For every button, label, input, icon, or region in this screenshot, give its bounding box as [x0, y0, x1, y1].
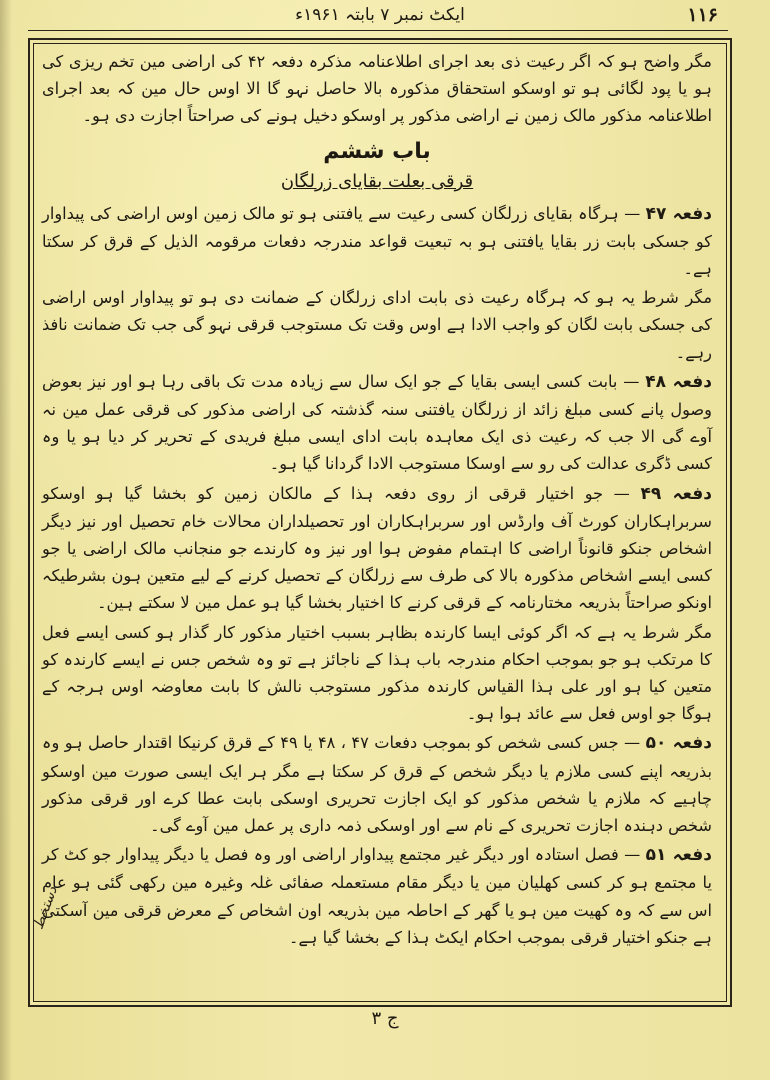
section-text: جس کسی شخص کو بموجب دفعات ۴۷ ، ۴۸ یا ۴۹ کے قرق کرنیکا اقتدار حاصل ہو وہ بذریعہ اپنے کسی ملازم یا دیگر شخص کے قرق کر سکتا ہے مگر ہر ایک ایسی صورت مین اوسکو چاہیے کہ ملازم یا شخص مذکور کو ایک اجازت تحریری اوسکی بابت عطا کرے اور قرقی مذکور شخص دہندہ اجازت تحریری کے نام سے اور اوسکی ذمہ داری پر عمل مین آوے گی۔: [42, 733, 712, 836]
section-48: دفعہ ۴۸ — بابت کسی ایسی بقایا کے جو ایک سال سے زیادہ مدت تک باقی رہا ہو اور نیز بعوض وصول پانے کسی مبلغ زائد از زرلگان یافتنی سنہ گذشتہ کی اراضی مذکور کی قرقی عمل مین نہ آوے گی الا جب کہ رعیت ذی ایک معاہدہ بابت ادای ایسی مبلغ فریدی کے تحریر کر دیا ہو یا وہ کسی ڈگری عدالت کی رو سے اوسکا مستوجب الادا گردانا گیا ہو۔: [42, 371, 712, 474]
section-text: جو اختیار قرقی از روی دفعہ ہذا کے مالکان زمین کو بخشا گیا ہو اوسکو سربراہکاران کورٹ آف وارڈس اور سربراہکاران اور تحصیلداران محالات خام تحصیل اور نیز دیگر اشخاص جنکو قانوناً اراضی کا اہتمام مفوض ہوا اور نیز وہ کارندے جو منجانب مالک اراضی یا جو کسی ایسے اشخاص مذکورہ بالا کی طرف سے زرلگان کے تحصیل کرنے کے لیے متعین ہون بشرطیکہ اونکو صراحتاً بذریعہ مختارنامہ کے قرقی کرنے کا اختیار بخشا گیا ہو عمل مین لا سکتے ہین۔: [42, 483, 712, 613]
section-label: دفعہ ۵۰: [645, 733, 712, 754]
chapter-subtitle: قرقی بعلت بقایای زرلگان: [280, 170, 474, 192]
section-label: دفعہ ۵۱: [645, 845, 712, 866]
section-text: مگر شرط یہ ہے کہ اگر کوئی ایسا کارندہ بظاہر بسبب اختیار مذکور کار گذار ہو کسی ایسے فعل کا مرتکب ہو جو بموجب احکام مندرجہ باب ہذا کے ناجائز ہے تو وہ شخص جس نے ایسے کارندہ کو متعین کیا ہو اور علی ہذا القیاس کارندہ مذکور مستوجب نالش کا بابت معاوضہ اوس ہرجہ کے ہوگا جو اوس فعل سے عائد ہوا ہو۔: [42, 622, 712, 724]
section-label: دفعہ ۴۹: [640, 483, 712, 504]
section-49-proviso: [42, 619, 712, 728]
section-47: دفعہ ۴۷ — ہرگاہ بقایای زرلگان کسی رعیت سے یافتنی ہو تو مالک زمین اوس اراضی کی پیداوار کو جسکی بابت زر بقایا یافتنی ہو بہ تبعیت قواعد مندرجہ دفعات مرقومہ الذیل کے قرق کر سکتا ہے۔: [42, 203, 712, 279]
section-text: مگر شرط یہ ہو کہ ہرگاہ رعیت ذی بابت ادای زرلگان کے ضمانت دی ہو تو پیداوار اوس اراضی کی جسکی بابت لگان کو واجب الادا ہے اوس وقت تک مستوجب قرقی نہو گی جب تک ضمانت نافذ رہے۔: [42, 288, 712, 362]
binding-shadow: [0, 0, 12, 1080]
section-49: دفعہ ۴۹ — جو اختیار قرقی از روی دفعہ ہذا کے مالکان زمین کو بخشا گیا ہو اوسکو سربراہکاران کورٹ آف وارڈس اور سربراہکاران اور تحصیلداران محالات خام تحصیل اور نیز دیگر اشخاص جنکو قانوناً اراضی کا اہتمام مفوض ہوا اور نیز وہ کارندے جو منجانب مالک اراضی یا جو کسی ایسے اشخاص مذکورہ بالا کی طرف سے زرلگان کے تحصیل کرنے کے لیے متعین ہون بشرطیکہ اونکو صراحتاً بذریعہ مختارنامہ کے قرقی کرنے کا اختیار بخشا گیا ہو عمل مین لا سکتے ہین۔: [42, 483, 712, 613]
section-text: فصل استادہ اور دیگر غیر مجتمع پیداوار اراضی اور وہ فصل یا دیگر پیداوار جو کٹ کر یا مجتمع ہو کر کسی کھلیان مین یا دیگر مقام مستعملہ صفائی غلہ وغیرہ مین رکھی گئی ہو عام اس سے کہ وہ کھیت مین ہو یا گھر کے احاطہ مین بذریعہ اون اشخاص کے معرض قرقی مین آسکتی ہے جنکو اختیار قرقی بموجب احکام ایکٹ ہذا کے بخشا گیا ہے۔: [42, 845, 712, 947]
section-51: دفعہ ۵۱ — فصل استادہ اور دیگر غیر مجتمع پیداوار اراضی اور وہ فصل یا دیگر پیداوار جو کٹ کر یا مجتمع ہو کر کسی کھلیان مین یا دیگر مقام مستعملہ صفائی غلہ وغیرہ مین رکھی گئی ہو عام اس سے کہ وہ کھیت مین ہو یا گھر کے احاطہ مین بذریعہ اون اشخاص کے معرض قرقی مین آسکتی ہے جنکو اختیار قرقی بموجب احکام ایکٹ ہذا کے بخشا گیا ہے۔: [42, 845, 712, 947]
section-label: دفعہ ۴۷: [645, 203, 712, 224]
running-head: ایکٹ نمبر ۷ بابتہ ۱۹۶۱ء: [295, 5, 465, 25]
section-text: ہرگاہ بقایای زرلگان کسی رعیت سے یافتنی ہو تو مالک زمین اوس اراضی کی پیداوار کو جسکی بابت زر بقایا یافتنی ہو بہ تبعیت قواعد مندرجہ دفعات مرقومہ الذیل کے قرق کر سکتا ہے۔: [42, 203, 712, 279]
section-text: بابت کسی ایسی بقایا کے جو ایک سال سے زیادہ مدت تک باقی رہا ہو اور نیز بعوض وصول پانے کسی مبلغ زائد از زرلگان یافتنی سنہ گذشتہ کی اراضی مذکور کی قرقی عمل مین نہ آوے گی الا جب کہ رعیت ذی ایک معاہدہ بابت ادای ایسی مبلغ فریدی کے تحریر کر دیا ہو یا وہ کسی ڈگری عدالت کی رو سے اوسکا مستوجب الادا گردانا گیا ہو۔: [42, 371, 712, 474]
handwritten-signature: دستخط: [30, 884, 61, 932]
section-50: دفعہ ۵۰ — جس کسی شخص کو بموجب دفعات ۴۷ ، ۴۸ یا ۴۹ کے قرق کرنیکا اقتدار حاصل ہو وہ بذریعہ اپنے کسی ملازم یا دیگر شخص کے قرق کر سکتا ہے مگر ہر ایک ایسی صورت مین اوسکو چاہیے کہ ملازم یا شخص مذکور کو ایک اجازت تحریری اوسکی بابت عطا کرے اور قرقی مذکور شخص دہندہ اجازت تحریری کے نام سے اور اوسکی ذمہ داری پر عمل مین آوے گی۔: [42, 733, 712, 836]
section-label: دفعہ ۴۸: [645, 371, 712, 392]
opening-paragraph: مگر واضح ہو کہ اگر رعیت ذی بعد اجرای اطلاعنامہ مذکرہ دفعہ ۴۲ کی اراضی مین تخم ریزی کی ہو یا پود لگائی ہو تو اوسکو استحقاق مذکورہ بالا حاصل نہو گا الا اوس حال مین کہ بعد اجرای اطلاعنامہ مذکور مالک زمین نے اراضی مذکور پر اوسکو دخیل ہونے کی صراحتاً اجازت دی ہو۔: [42, 52, 712, 126]
section-47-proviso: [42, 284, 712, 366]
page-number: ۱۱۶: [687, 4, 718, 26]
page-body: [42, 48, 712, 953]
folio-mark: ج ۳: [371, 1008, 399, 1029]
chapter-title: باب ششم: [323, 138, 431, 164]
header-rule: [28, 30, 728, 31]
